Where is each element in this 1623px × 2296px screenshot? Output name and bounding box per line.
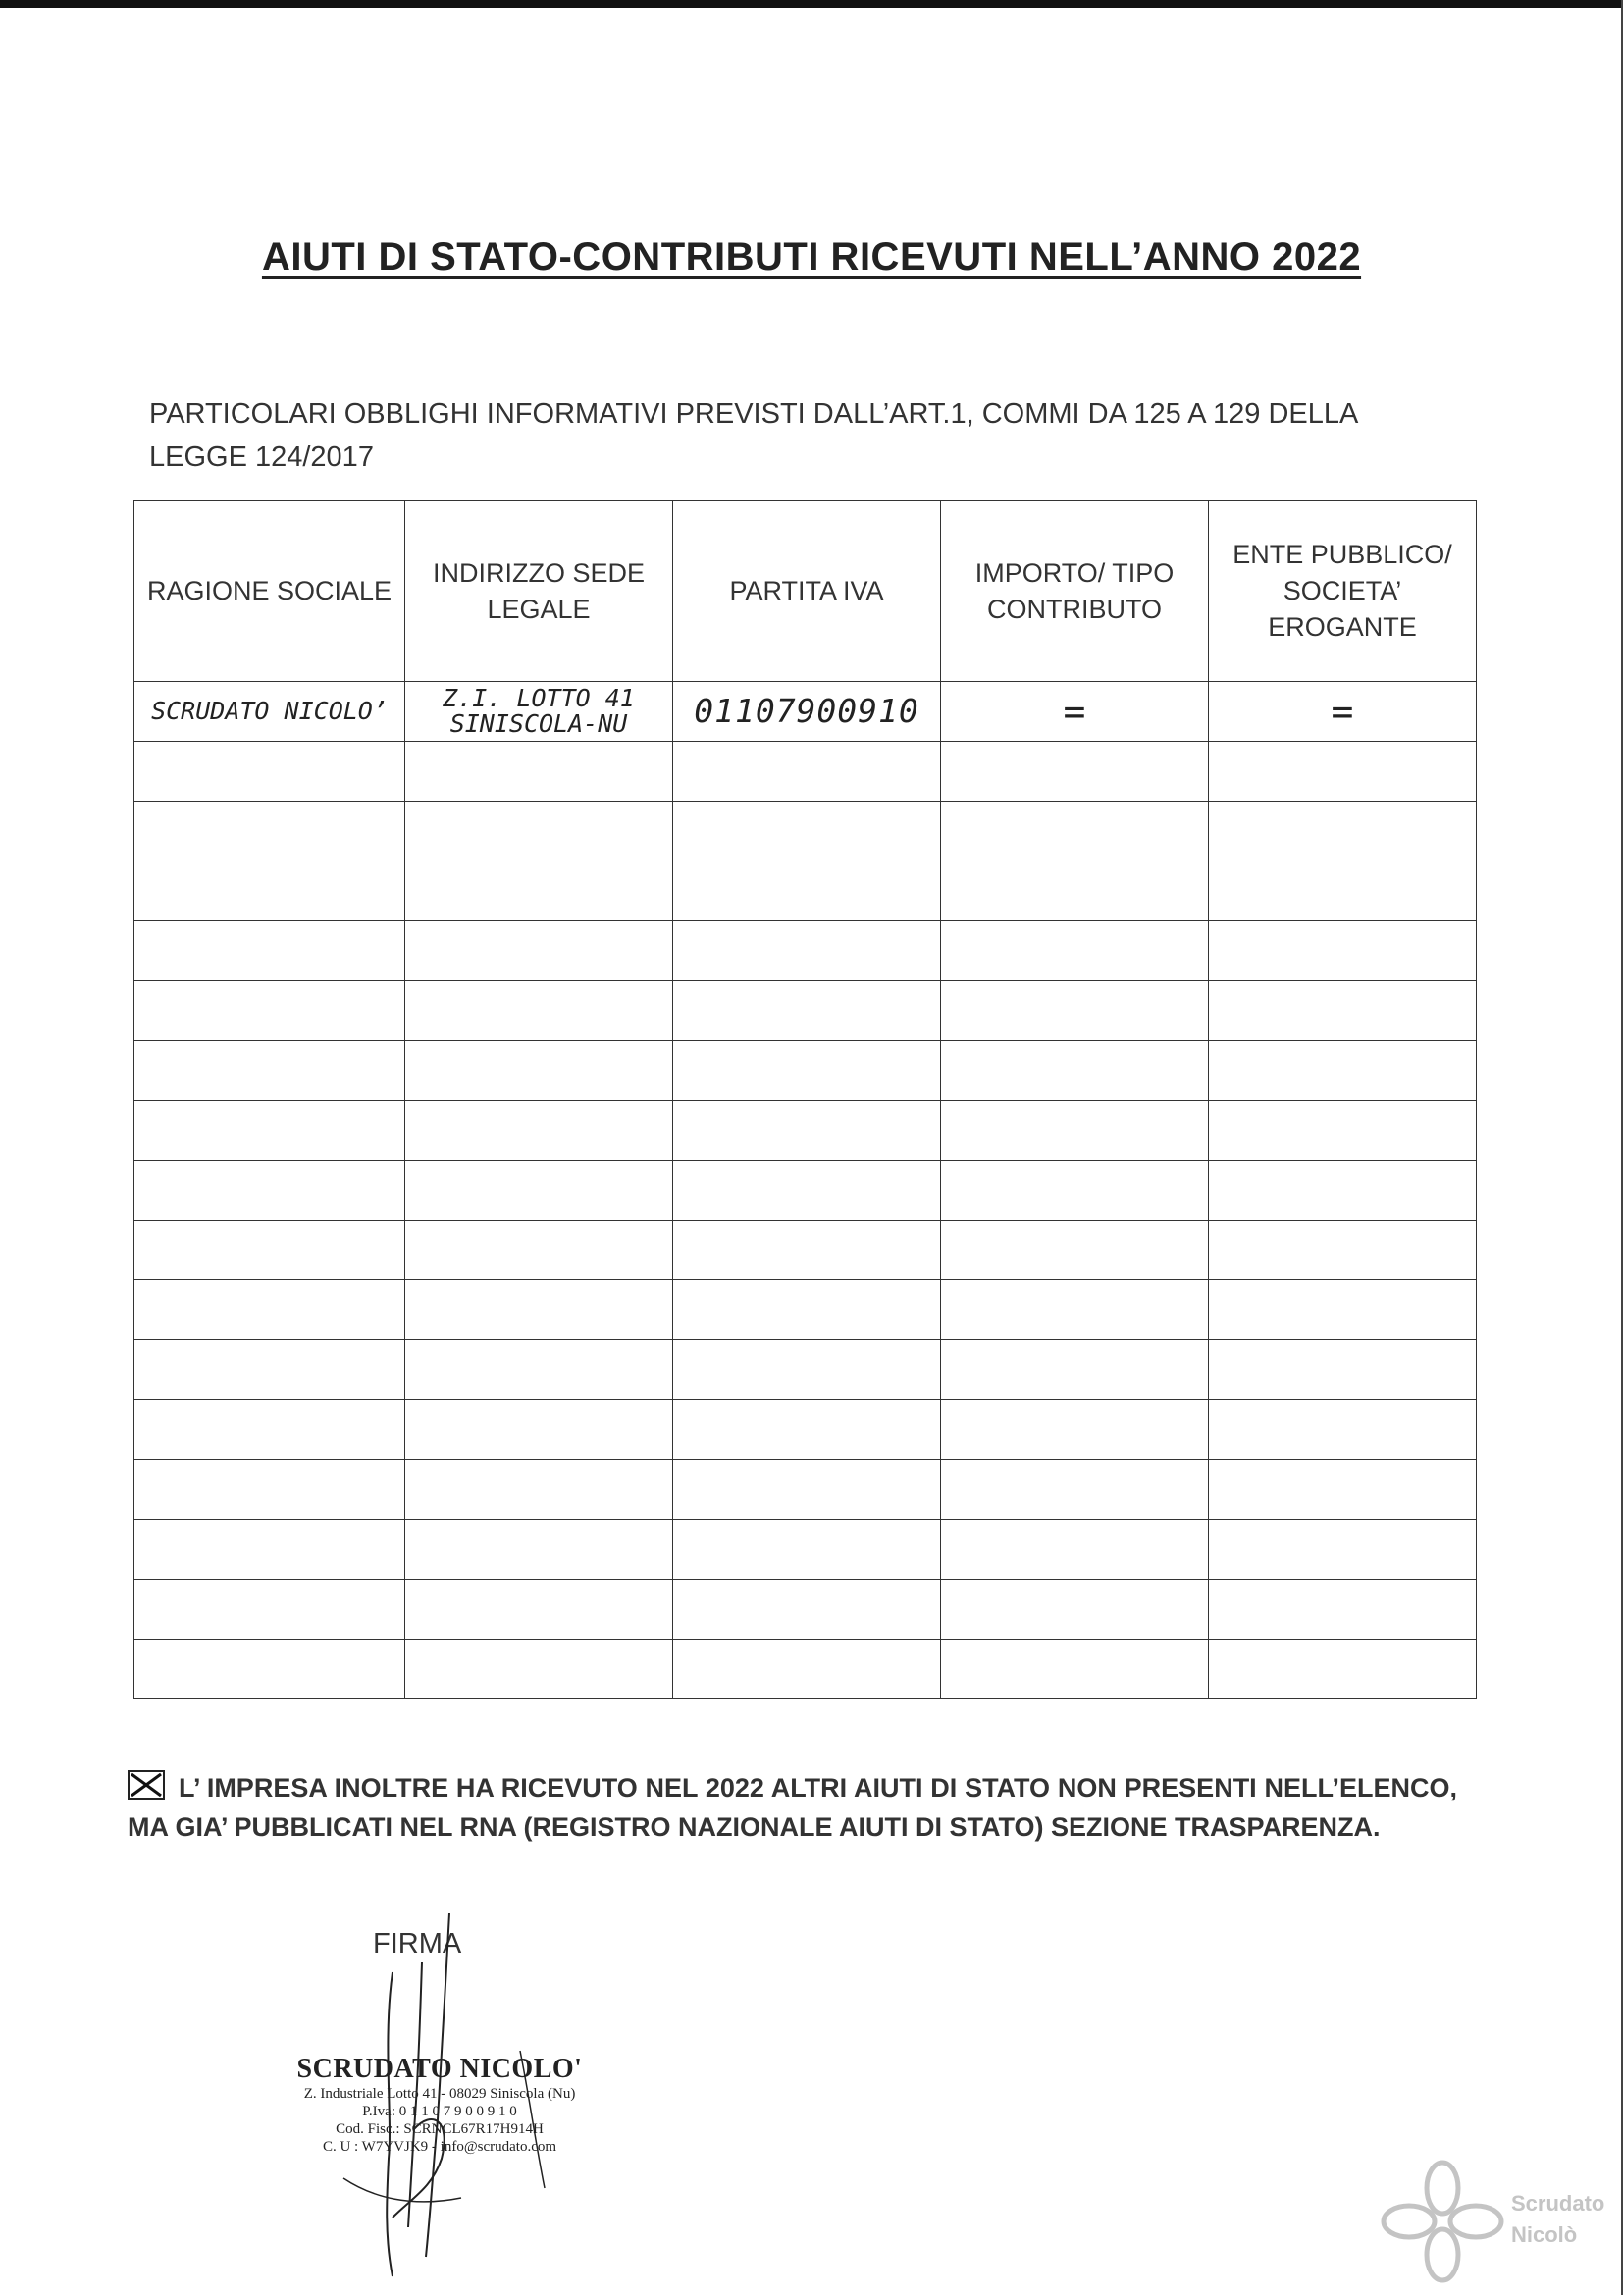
table-row — [134, 921, 1477, 981]
table-cell — [1209, 1640, 1477, 1699]
header-importo-tipo: IMPORTO/ TIPO CONTRIBUTO — [941, 501, 1209, 682]
table-row — [134, 1101, 1477, 1161]
header-indirizzo-sede: INDIRIZZO SEDE LEGALE — [405, 501, 673, 682]
table-cell — [941, 1340, 1209, 1400]
table-cell — [1209, 1221, 1477, 1280]
table-cell — [673, 1460, 941, 1520]
table-cell — [673, 1580, 941, 1640]
stamp-piva: P.Iva: 0 1 1 0 7 9 0 0 9 1 0 — [362, 2104, 517, 2119]
table-cell — [405, 1101, 673, 1161]
header-ragione-sociale: RAGIONE SOCIALE — [134, 501, 405, 682]
stamp-cu: C. U : W7YVJK9 - info@scrudato.com — [322, 2139, 557, 2155]
table-cell — [405, 1161, 673, 1221]
table-cell — [1209, 981, 1477, 1041]
stamp-address: Z. Industriale Lotto 41 - 08029 Siniscola (Nu) — [303, 2086, 576, 2102]
stamp-company-name: SCRUDATO NICOLO' — [296, 2054, 583, 2084]
cell-ragione-sociale: SCRUDATO NICOLO’ — [134, 682, 405, 742]
table-cell — [673, 981, 941, 1041]
table-cell — [941, 1400, 1209, 1460]
table-cell — [405, 921, 673, 981]
table-cell — [673, 921, 941, 981]
table-cell — [134, 861, 405, 921]
checkmark-x-icon — [130, 1772, 163, 1798]
table-cell — [1209, 1400, 1477, 1460]
table-cell — [134, 1280, 405, 1340]
table-cell — [1209, 1161, 1477, 1221]
table-row — [134, 1280, 1477, 1340]
table-cell — [941, 1640, 1209, 1699]
table-cell — [941, 921, 1209, 981]
table-header-row — [134, 501, 1477, 682]
table-row — [134, 861, 1477, 921]
table-cell — [134, 981, 405, 1041]
table-cell — [134, 1460, 405, 1520]
table-cell — [1209, 1460, 1477, 1520]
table-cell — [941, 1221, 1209, 1280]
company-stamp — [292, 2054, 587, 2156]
table-cell — [941, 1161, 1209, 1221]
table-row — [134, 802, 1477, 861]
table-cell — [134, 1580, 405, 1640]
table-cell — [673, 802, 941, 861]
header-ente-pubblico: ENTE PUBBLICO/ SOCIETA’ EROGANTE — [1209, 501, 1477, 682]
table-cell — [134, 1221, 405, 1280]
table-cell — [405, 981, 673, 1041]
table-row — [134, 1460, 1477, 1520]
table-cell — [405, 1580, 673, 1640]
additional-aid-note — [128, 1768, 1457, 1847]
table-cell — [941, 1580, 1209, 1640]
table-row — [134, 1161, 1477, 1221]
table-row — [134, 682, 1477, 742]
table-row — [134, 742, 1477, 802]
table-cell — [134, 1041, 405, 1101]
table-cell — [941, 1101, 1209, 1161]
table-row — [134, 1640, 1477, 1699]
table-cell — [134, 1400, 405, 1460]
table-cell — [673, 1280, 941, 1340]
cell-importo: = — [941, 682, 1209, 742]
table-cell — [1209, 802, 1477, 861]
table-row — [134, 1520, 1477, 1580]
document-subtitle: PARTICOLARI OBBLIGHI INFORMATIVI PREVISTI DALL’ART.1, COMMI DA 125 A 129 DELLA LEGGE 124/2017 — [149, 398, 1357, 473]
table-row — [134, 1221, 1477, 1280]
table-cell — [134, 1101, 405, 1161]
table-cell — [405, 1340, 673, 1400]
table-row — [134, 1580, 1477, 1640]
table-cell — [1209, 1280, 1477, 1340]
table-cell — [405, 1520, 673, 1580]
cell-indirizzo: Z.I. LOTTO 41 SINISCOLA-NU — [405, 682, 673, 742]
logo-line-1: Scrudato — [1511, 2191, 1605, 2216]
table-cell — [134, 1161, 405, 1221]
table-cell — [941, 981, 1209, 1041]
table-cell — [134, 921, 405, 981]
table-cell — [405, 1460, 673, 1520]
table-cell — [941, 1460, 1209, 1520]
table-row — [134, 1041, 1477, 1101]
contributions-table — [133, 500, 1477, 1699]
table-cell — [673, 1221, 941, 1280]
table-cell — [405, 1400, 673, 1460]
table-cell — [405, 1640, 673, 1699]
table-row — [134, 981, 1477, 1041]
table-cell — [1209, 1041, 1477, 1101]
table-cell — [405, 1221, 673, 1280]
table-cell — [405, 742, 673, 802]
table-cell — [134, 1340, 405, 1400]
table-cell — [941, 1280, 1209, 1340]
logo-wordmark — [1511, 2188, 1604, 2251]
logo-line-2: Nicolò — [1511, 2222, 1578, 2247]
table-cell — [405, 802, 673, 861]
table-row — [134, 1340, 1477, 1400]
table-cell — [134, 1640, 405, 1699]
table-cell — [673, 1400, 941, 1460]
table-cell — [405, 1280, 673, 1340]
table-cell — [1209, 1580, 1477, 1640]
table-cell — [941, 861, 1209, 921]
table-cell — [134, 742, 405, 802]
table-cell — [673, 1340, 941, 1400]
table-cell — [673, 1640, 941, 1699]
table-cell — [1209, 742, 1477, 802]
table-cell — [1209, 1340, 1477, 1400]
table-cell — [673, 742, 941, 802]
table-cell — [405, 1041, 673, 1101]
table-cell — [673, 861, 941, 921]
table-cell — [673, 1520, 941, 1580]
table-cell — [941, 802, 1209, 861]
table-cell — [1209, 921, 1477, 981]
table-row — [134, 1400, 1477, 1460]
table-cell — [941, 1041, 1209, 1101]
table-cell — [1209, 1520, 1477, 1580]
stamp-cf: Cod. Fisc.: SCRNCL67R17H914H — [336, 2121, 544, 2137]
table-cell — [941, 1520, 1209, 1580]
document-title: AIUTI DI STATO-CONTRIBUTI RICEVUTI NELL’ANNO 2022 — [261, 235, 1362, 279]
cell-ente: = — [1209, 682, 1477, 742]
table-cell — [1209, 861, 1477, 921]
table-cell — [1209, 1101, 1477, 1161]
table-cell — [405, 861, 673, 921]
table-cell — [134, 802, 405, 861]
table-cell — [673, 1161, 941, 1221]
note-text: L’ IMPRESA INOLTRE HA RICEVUTO NEL 2022 ALTRI AIUTI DI STATO NON PRESENTI NELL’ELENCO, MA GIA’ PUBBLICATI NEL RNA (REGISTRO NAZIONALE AIUTI DI STATO) SEZIONE TRASPARENZA. — [128, 1773, 1457, 1842]
scan-top-border — [0, 0, 1623, 8]
table-cell — [673, 1101, 941, 1161]
cell-partita-iva: 01107900910 — [673, 682, 941, 742]
signature-label: FIRMA — [373, 1928, 462, 1959]
note-checkbox[interactable] — [128, 1770, 165, 1800]
table-cell — [134, 1520, 405, 1580]
table-cell — [941, 742, 1209, 802]
table-cell — [673, 1041, 941, 1101]
header-partita-iva: PARTITA IVA — [673, 501, 941, 682]
